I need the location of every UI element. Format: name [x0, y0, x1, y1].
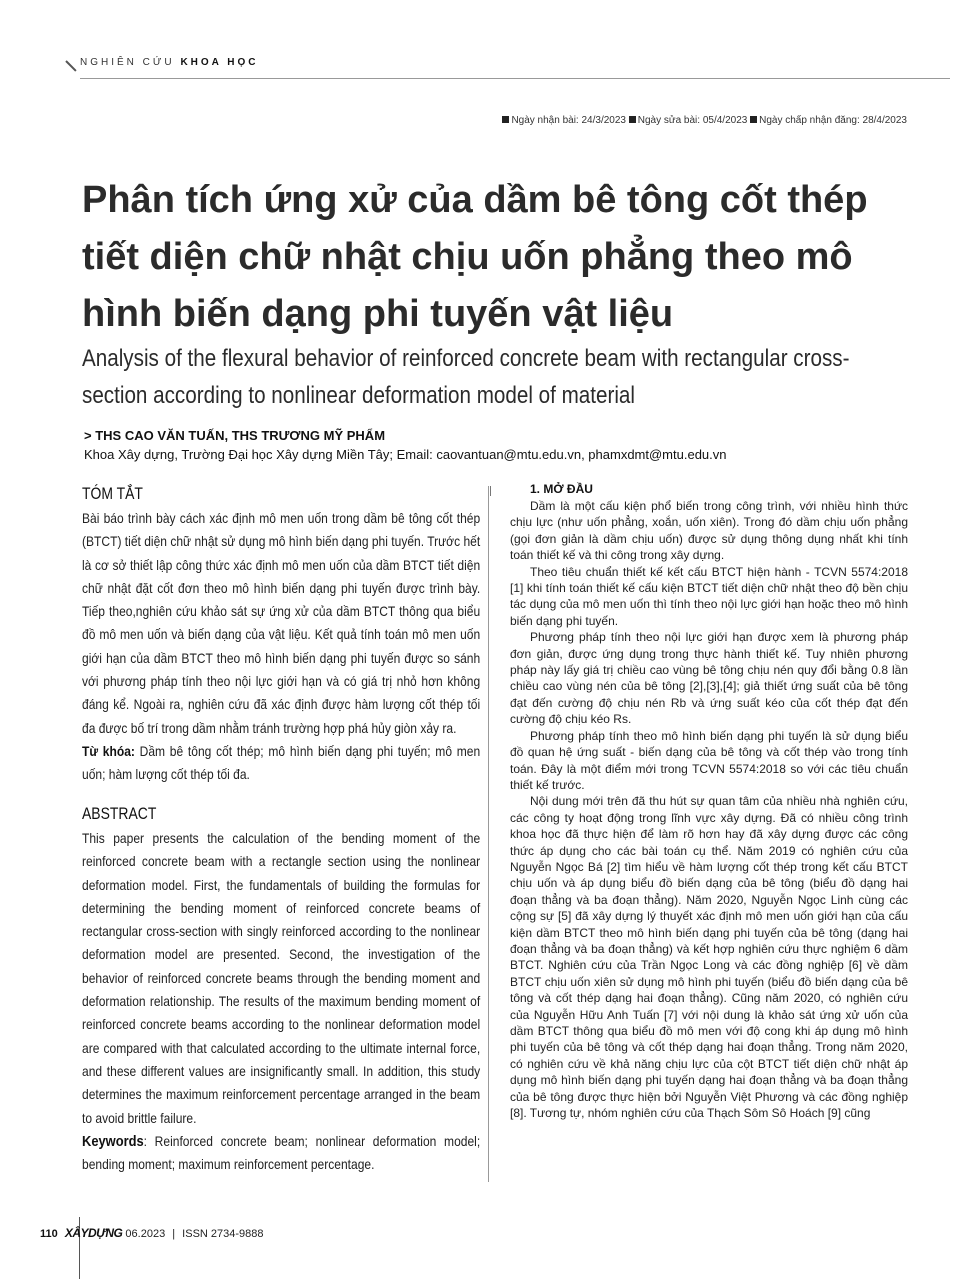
intro-paragraph: Phương pháp tính theo mô hình biến dạng phi tuyến là sử dụng biểu đồ quan hệ ứng suất - biến dạng của bê tông và cốt thép vào trong tính toán. Đây là một điểm mới trong TCVN 5574:2018 so với các tiêu chuẩn thiết kế trước.: [510, 728, 908, 792]
intro-paragraph: Nội dung mới trên đã thu hút sự quan tâm của nhiều nhà nghiên cứu, các công ty hoạt động trong lĩnh vực xây dựng. Đã có nhiều công trình khoa học đã thực hiện để làm rõ hơn hay đã xây dựng được các công thức áp dụng cho các bài toán cụ thể. Năm 2019 có nghiên cứu của Nguyễn Ngọc Bá [2] tìm hiểu về hàm lượng cốt thép trong kết cấu BTCT chịu uốn và áp dụng biểu đồ biến dạng của bê tông (biểu đồ dạng hai đoạn thẳng và ba đoạn thẳng). Năm 2020, Nguyễn Ngọc Linh cùng các cộng sự [5] đã xây dựng lý thuyết xác định mô men uốn giới hạn của cấu kiện dầm BTCT theo mô hình biến dạng phi tuyến của bê tông (dạng hai đoạn thẳng và ba đoạn thẳng) và kết hợp nghiên cứu thực nghiệm 6 dầm BTCT. Nghiên cứu của Trần Ngọc Long và các đồng nghiệp [6] về dầm BTCT chịu uốn xiên sử dụng mô hình phi tuyến (biểu đồ biến dạng của bê tông và cốt thép dạng hai đoạn thẳng). Cũng năm 2020, có nghiên cứu của Nguyễn Hữu Anh Tuấn [7] với nội dung là khảo sát ứng xử uốn của dầm BTCT thông qua biểu đồ mô men với độ cong khi áp dụng mô hình phi tuyến của bê tông và cốt thép dạng hai đoạn thẳng. Trong năm 2020, có nghiên cứu về khả năng chịu lực của cột BTCT tiết diện chữ nhật áp dụng mô hình biến dạng phi tuyến dạng hai đoạn thẳng và ba đoạn thẳng của bê tông được thực hiện bởi Nguyễn Việt Phương và các đồng nghiệp [8]. Tương tự, nhóm nghiên cứu của Thạch Sôm Sô Hoách [9] cũng: [510, 794, 908, 1121]
page-number: 110: [40, 1228, 58, 1240]
title-en-line: Analysis of the flexural behavior of reinforced concrete beam with rectangular cross-: [82, 345, 850, 372]
column-divider: [488, 486, 489, 1182]
date-revised: Ngày sửa bài: 05/4/2023: [637, 115, 748, 126]
keywords-vi-label: Từ khóa:: [82, 742, 135, 759]
abstract-en-text: [82, 827, 480, 1176]
submission-dates: [502, 115, 907, 126]
footer: [40, 1226, 264, 1240]
bullet-square-icon: [629, 116, 636, 123]
intro-paragraph: Theo tiêu chuẩn thiết kế kết cấu BTCT hiện hành - TCVN 5574:2018 [1] khi tính toán thiết kế cấu kiện BTCT tiết diện chữ nhật theo độ bền chịu tác dụng của mô men uốn thì tính theo nội lực giới hạn hoặc theo mô hình biến dạng phi tuyến.: [510, 564, 908, 628]
footer-separator: |: [172, 1228, 176, 1240]
summary-vi-text: [82, 507, 480, 787]
summary-vi-heading: TÓM TẮT: [82, 484, 143, 503]
header-corner-line: [65, 60, 76, 71]
issn: ISSN 2734-9888: [182, 1228, 264, 1240]
keywords-en: : Reinforced concrete beam; nonlinear deformation model; bending moment; maximum reinforcement percentage.: [82, 1132, 481, 1173]
title-vi-line: tiết diện chữ nhật chịu uốn phẳng theo mô: [82, 236, 853, 278]
section-tag-normal: NGHIÊN CỨU: [80, 57, 175, 68]
journal-logo: XÂYDỰNG: [64, 1226, 123, 1240]
summary-vi: [82, 484, 480, 787]
date-accepted: Ngày chấp nhận đăng: 28/4/2023: [759, 115, 907, 126]
affiliation: Khoa Xây dựng, Trường Đại học Xây dựng Miền Tây; Email: caovantuan@mtu.edu.vn, phamxdmt@mtu.edu.vn: [84, 447, 727, 462]
header-rule: [80, 78, 950, 79]
abstract-en-body: This paper presents the calculation of the bending moment of the reinforced concrete beam with a rectangle section using the nonlinear deformation model. First, the fundamentals of building the formulas for determining the bending moment of reinforced concrete beams of rectangular cross-section with singly reinforced according to the nonlinear deformation model are presented. Second, the investigation of the behavior of reinforced concrete beams through the bending moment and deformation relationship. The results of the maximum bending moment of reinforced concrete beams according to the nonlinear deformation model are compared with that calculated according to the ultimate internal force, and these different values are insignificantly small. In addition, this study determines the maximum reinforcement percentage arranged in the beam to avoid brittle failure.: [82, 830, 481, 1126]
section-tag-bold: KHOA HỌC: [180, 57, 259, 68]
title-en: [82, 340, 942, 414]
authors: > THS CAO VĂN TUẤN, THS TRƯƠNG MỸ PHẨM: [84, 428, 386, 443]
section-tag: [80, 57, 259, 68]
title-vi-line: Phân tích ứng xử của dầm bê tông cốt thép: [82, 179, 868, 221]
title-vi-line: hình biến dạng phi tuyến vật liệu: [82, 293, 674, 335]
intro-heading: 1. MỞ ĐẦU: [530, 482, 593, 496]
abstract-en-heading: ABSTRACT: [82, 804, 157, 823]
bullet-square-icon: [750, 116, 757, 123]
summary-vi-body: Bài báo trình bày cách xác định mô men uốn trong dầm bê tông cốt thép (BTCT) tiết diện chữ nhật sử dụng mô hình biến dạng phi tuyến. Trước hết là cơ sở thiết lập công thức xác định mô men uốn của dầm BTCT tiết diện chữ nhật đặt cốt đơn theo mô hình biến dạng phi tuyến được trình bày. Tiếp theo,nghiên cứu khảo sát sự ứng xử của dầm BTCT thông qua biểu đồ mô men uốn và biến dạng của vật liệu. Kết quả tính toán mô men uốn giới hạn của dầm BTCT theo mô hình biến dạng phi tuyến được so sánh với phương pháp tính theo nội lực giới hạn và có giá trị nhỏ hơn không đáng kể. Ngoài ra, nghiên cứu đã xác định được hàm lượng cốt thép tối đa được bố trí trong dầm nhằm tránh trường hợp phá hủy giòn xảy ra.: [82, 510, 481, 736]
abstract-en: [82, 804, 480, 1176]
date-received: Ngày nhận bài: 24/3/2023: [511, 115, 626, 126]
intro-paragraph: Phương pháp tính theo nội lực giới hạn được xem là phương pháp đơn giản, được ứng dụng trong thực hành thiết kế. Tuy nhiên phương pháp này lấy giá trị chiều cao vùng bê tông chịu nén quy đổi bằng 0.8 lần chiều cao vùng nén của bê tông [2],[3],[4]; giả thiết ứng suất của bê tông đạt đến cường độ chịu nén Rb và ứng suất kéo của cốt thép đạt đến cường độ chịu kéo Rs.: [510, 630, 908, 727]
title-en-line: section according to nonlinear deformation model of material: [82, 382, 636, 409]
intro-paragraph: Dầm là một cấu kiện phổ biến trong công trình, với nhiều hình thức chịu lực (như uốn phẳng, xoắn, uốn xiên). Trong đó dầm chịu uốn phẳng (gọi đơn giản là dầm chịu uốn) được sử dụng thông dụng nhất khi tính toán thiết kế và thi công trong xây dựng.: [510, 499, 908, 563]
column-divider-accent: [490, 486, 491, 496]
bullet-square-icon: [502, 116, 509, 123]
issue-date: 06.2023: [125, 1228, 166, 1240]
introduction: [510, 482, 908, 1121]
title-vi: [82, 172, 902, 343]
keywords-vi: Dầm bê tông cốt thép; mô hình biến dạng phi tuyến; mô men uốn; hàm lượng cốt thép tối đa.: [82, 742, 481, 783]
keywords-en-label: Keywords: [82, 1132, 144, 1150]
